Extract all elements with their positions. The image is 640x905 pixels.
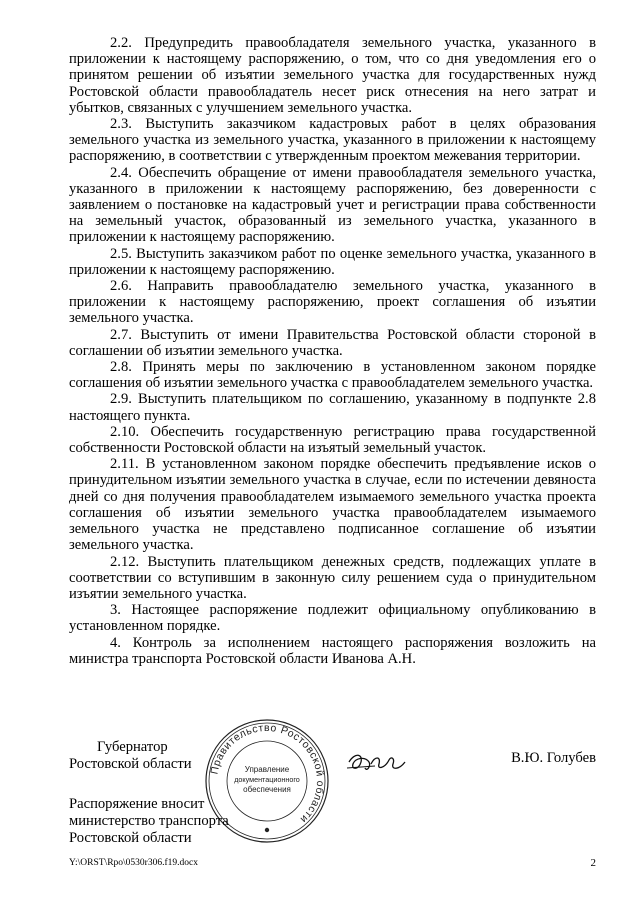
submitted-by-line1: Распоряжение вносит bbox=[69, 796, 205, 812]
paragraph-2-11: 2.11. В установленном законом порядке обеспечить предъявление исков о принудительном изъятии земельного участка в случае, если по истечении девяноста дней со дня получения правообладателем изымаемого земельного участка проекта соглашения об изъятии земельного участка правообладателем изымаемого земельного участка не представлено подписанное соглашение об изъятии земельного участка. bbox=[69, 456, 596, 554]
submitted-by-line2: министерство транспорта bbox=[69, 813, 229, 829]
seal-inner-line2: документационного bbox=[234, 775, 300, 784]
paragraph-2-2: 2.2. Предупредить правообладателя земельного участка, указанного в приложении к настоящему распоряжению, о том, что со дня уведомления его о принятом решении об изъятии земельного участка для государственных нужд Ростовской области правообладатель несет риск отнесения на него затрат и убытков, связанных с улучшением земельного участка. bbox=[69, 35, 596, 116]
document-body bbox=[69, 35, 596, 667]
paragraph-4: 4. Контроль за исполнением настоящего распоряжения возложить на министра транспорта Ростовской области Иванова А.Н. bbox=[69, 634, 596, 667]
signatory-title-line1: Губернатор bbox=[97, 739, 168, 755]
submitted-by-block bbox=[69, 796, 229, 847]
handwritten-signature bbox=[345, 748, 415, 776]
paragraph-2-8: 2.8. Принять меры по заключению в установленном законом порядке соглашения об изъятии земельного участка с правообладателем земельного участка. bbox=[69, 359, 596, 392]
seal-outer-text: Правительство Ростовской области bbox=[208, 721, 327, 826]
seal-inner-line1: Управление bbox=[244, 765, 290, 774]
paragraph-2-12: 2.12. Выступить плательщиком денежных средств, подлежащих уплате в соответствии со вступившим в законную силу решением суда о принудительном изъятии земельного участка. bbox=[69, 553, 596, 602]
paragraph-2-4: 2.4. Обеспечить обращение от имени правообладателя земельного участка, указанного в приложении к настоящему распоряжению, без доверенности с заявлением о постановке на кадастровый учет и регистрации права собственности на земельный участок, образованный из земельного участка, указанного в приложении к настоящему распоряжению. bbox=[69, 164, 596, 246]
paragraph-2-9: 2.9. Выступить плательщиком по соглашению, указанному в подпункте 2.8 настоящего пункта. bbox=[69, 391, 596, 424]
paragraph-3: 3. Настоящее распоряжение подлежит официальному опубликованию в установленном порядке. bbox=[69, 602, 596, 635]
page-number: 2 bbox=[590, 857, 596, 869]
paragraph-2-5: 2.5. Выступить заказчиком работ по оценке земельного участка, указанного в приложении к настоящему распоряжению. bbox=[69, 245, 596, 278]
paragraph-2-6: 2.6. Направить правообладателю земельного участка, указанного в приложении к настоящему распоряжению, проект соглашения об изъятии земельного участка. bbox=[69, 278, 596, 327]
signatory-title-line2: Ростовской области bbox=[69, 756, 192, 772]
paragraph-2-7: 2.7. Выступить от имени Правительства Ростовской области стороной в соглашении об изъятии земельного участка. bbox=[69, 326, 596, 359]
signatory-name: В.Ю. Голубев bbox=[511, 750, 596, 766]
paragraph-2-10: 2.10. Обеспечить государственную регистрацию права государственной собственности Ростовской области на изъятый земельный участок. bbox=[69, 423, 596, 457]
submitted-by-line3: Ростовской области bbox=[69, 830, 192, 846]
footer-file-path: Y:\ORST\Rpo\0530r306.f19.docx bbox=[69, 858, 198, 868]
signatory-title bbox=[69, 739, 192, 773]
seal-inner-line3: обеспечения bbox=[243, 785, 291, 794]
paragraph-2-3: 2.3. Выступить заказчиком кадастровых работ в целях образования земельного участка из земельного участка, указанного в приложении к настоящему распоряжению, в соответствии с утвержденным проектом межевания территории. bbox=[69, 116, 596, 165]
